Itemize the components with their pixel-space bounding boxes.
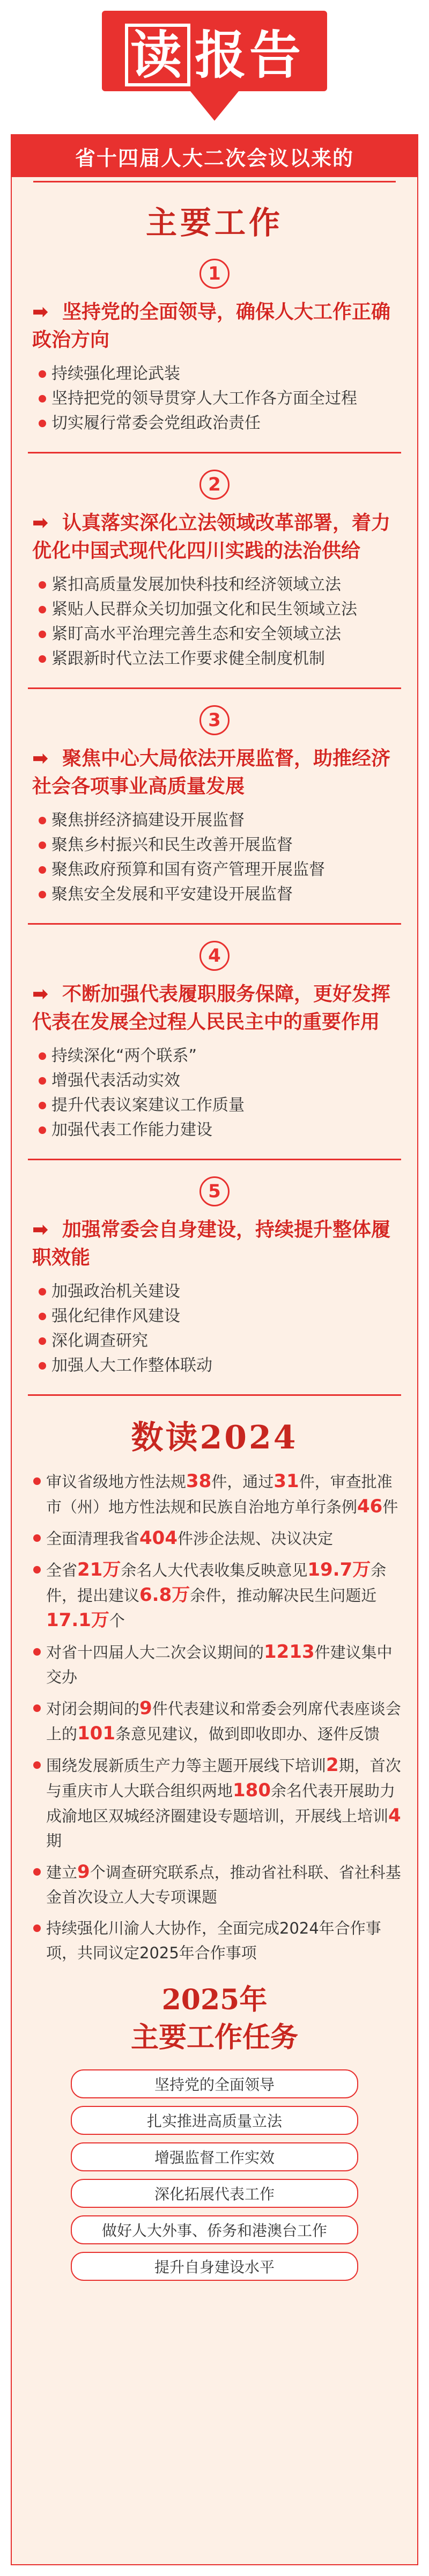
work-block [12,941,417,1160]
work-list [12,259,417,1396]
data-number: 4 [388,1805,401,1826]
tasks-title-year: 2025年 [161,1984,268,2016]
list-item [39,882,401,907]
data-item-text [46,1526,333,1551]
list-item [39,1069,401,1093]
list-item [39,647,401,671]
right-arrow-icon: ➡ [32,1219,49,1241]
work-block [12,1176,417,1396]
data-text: 对闭会期间的 [46,1700,140,1718]
data-item-text [46,1753,401,1853]
data-text: 余名人大代表收集反映意见 [121,1561,308,1579]
data-number: 31 [273,1470,299,1492]
header-title-rest: 报告 [195,24,304,85]
banner: 省十四届人大二次会议以来的 [12,135,417,177]
work-block [12,470,417,689]
list-item [39,622,401,647]
data-number: 19.7万 [307,1559,371,1580]
list-item [39,1093,401,1118]
tasks-title [12,1981,417,2057]
list-item-text: 加强政治机关建设 [51,1282,180,1301]
dot-icon [39,817,46,824]
work-title-text: 加强常委会自身建设，持续提升整体履职效能 [32,1219,391,1269]
work-title-text: 不断加强代表履职服务保障，更好发挥代表在发展全过程人民民主中的重要作用 [32,983,391,1033]
data-item [33,1696,401,1746]
dot-icon [39,841,46,849]
work-items [28,1044,401,1143]
list-item [39,1044,401,1069]
work-items [28,362,401,436]
dot-icon [39,420,46,427]
list-item-text: 聚焦拼经济搞建设开展监督 [51,811,245,830]
list-item-text: 加强代表工作能力建设 [51,1121,212,1139]
task-item: 提升自身建设水平 [71,2252,358,2281]
list-item-text: 提升代表议案建议工作质量 [51,1096,245,1115]
work-title [28,980,401,1036]
divider [28,1159,401,1160]
data-item-text [46,1557,401,1633]
data-text: 条意见建议，做到即收即办、逐件反馈 [115,1725,380,1743]
task-item: 深化拓展代表工作 [71,2179,358,2208]
task-item: 增强监督工作实效 [71,2142,358,2171]
dot-icon [39,370,46,378]
data-number: 101 [77,1723,115,1744]
data-number: 17.1万 [46,1609,109,1631]
list-item-text: 增强代表活动实效 [51,1071,180,1090]
dot-icon [33,1761,41,1769]
list-item-text: 加强人大工作整体联动 [51,1356,212,1375]
work-title-text: 认真落实深化立法领域改革部署，着力优化中国式现代化四川实践的法治供给 [32,512,391,562]
work-number: 5 [199,1176,230,1206]
list-item [39,1279,401,1304]
data-text: 余件，提出建议 [46,1561,387,1605]
data-item [33,1469,401,1519]
list-item-text: 聚焦乡村振兴和民生改善开展监督 [51,836,293,854]
dot-icon [33,1704,41,1712]
data-text: 期 [46,1832,62,1850]
tasks-title-text: 主要工作任务 [130,2021,298,2054]
list-item-text: 坚持把党的领导贯穿人大工作各方面全过程 [51,389,357,408]
data-item [33,1753,401,1853]
dot-icon [39,1126,46,1134]
list-item [39,858,401,882]
task-item: 扎实推进高质量立法 [71,2106,358,2135]
data-text: 全省 [46,1561,78,1579]
list-item-text: 聚焦政府预算和国有资产管理开展监督 [51,860,325,879]
list-item [39,573,401,597]
data-item-text [46,1696,401,1746]
data-item [33,1526,401,1551]
dot-icon [33,1534,41,1542]
data-number: 2 [326,1754,339,1776]
dot-icon [33,1868,41,1876]
data-text: 件建议集中交办 [46,1643,393,1686]
data-text: 余名代表开展助力成渝地区双城经济圈建设专题培训，开展线上培训 [46,1782,396,1825]
right-arrow-icon: ➡ [32,748,49,770]
right-arrow-icon: ➡ [32,512,49,534]
task-list [12,2069,417,2281]
data-text: 审议省级地方性法规 [46,1473,187,1491]
dot-icon [39,1102,46,1109]
work-title [28,745,401,801]
dot-icon [33,1566,41,1574]
data-number: 46 [357,1496,383,1517]
list-item [39,362,401,386]
data-text: 对省十四届人大二次会议期间的 [46,1643,264,1662]
list-item-text: 强化纪律作风建设 [51,1307,180,1326]
data-text: 件涉企法规、决议决定 [177,1529,334,1548]
header-title-first: 读 [125,24,190,87]
list-item [39,833,401,858]
dot-icon [39,1288,46,1296]
work-title-text: 坚持党的全面领导，确保人大工作正确政治方向 [32,301,391,351]
dot-icon [39,1077,46,1085]
dot-icon [33,1477,41,1485]
data-text: 建立 [46,1863,78,1882]
list-item-text: 紧扣高质量发展加快科技和经济领域立法 [51,575,341,594]
dot-icon [39,1337,46,1345]
work-number: 1 [199,259,230,289]
list-item [39,1304,401,1329]
data-item [33,1640,401,1689]
data-item-text [46,1640,401,1689]
list-item [39,411,401,436]
divider [28,687,401,689]
dot-icon [39,1362,46,1370]
work-items [28,573,401,671]
header-badge [102,11,327,91]
work-title-text: 聚焦中心大局依法开展监督，助推经济社会各项事业高质量发展 [32,748,391,797]
dot-icon [39,631,46,638]
list-item-text: 聚焦安全发展和平安建设开展监督 [51,885,293,904]
list-item [39,1118,401,1143]
dot-icon [33,1924,41,1932]
data-title: 数读2024 [131,1419,298,1457]
work-title [28,1216,401,1272]
data-text: 件代表建议和常委会列席代表座谈会上的 [46,1700,401,1743]
data-text: 持续强化川渝人大协作，全面完成2024年合作事项，共同议定2025年合作事项 [46,1919,381,1962]
data-number: 180 [233,1780,271,1801]
data-text: 余件，推动解决民生问题近 [190,1586,377,1605]
header [0,0,429,134]
data-item-text [46,1860,401,1909]
data-number: 9 [77,1861,90,1883]
divider [28,452,401,453]
work-block [12,705,417,925]
list-item [39,808,401,833]
data-list [12,1458,417,1965]
dot-icon [39,891,46,898]
list-item [39,1353,401,1378]
data-text: 个 [109,1612,125,1630]
data-item-text [46,1916,401,1965]
right-arrow-icon: ➡ [32,983,49,1005]
data-item-text [46,1469,401,1519]
data-number: 1213 [264,1641,315,1663]
data-text: 全面清理我省 [46,1529,140,1548]
dot-icon [39,1052,46,1060]
list-item-text: 切实履行常委会党组政治责任 [51,414,261,433]
header-title [125,14,304,88]
work-items [28,1279,401,1378]
dot-icon [39,866,46,874]
divider [28,923,401,925]
data-number: 38 [186,1470,212,1492]
data-text: 件，审查批准市（州）地方性法规和民族自治地方单行条例 [46,1473,393,1516]
work-title [28,509,401,565]
work-block [12,259,417,453]
list-item [39,386,401,411]
data-text: 件 [382,1498,398,1516]
dot-icon [33,1648,41,1656]
task-item: 做好人大外事、侨务和港澳台工作 [71,2215,358,2244]
list-item-text: 紧跟新时代立法工作要求健全制度机制 [51,649,325,668]
main-panel [11,134,418,2565]
dot-icon [39,606,46,613]
data-number: 21万 [77,1559,121,1580]
data-number: 9 [139,1697,152,1719]
data-text: 个调查研究联系点，推动省社科联、省社科基金首次设立人大专项课题 [46,1863,401,1906]
work-title [28,298,401,354]
list-item-text: 紧盯高水平治理完善生态和安全领域立法 [51,625,341,643]
dot-icon [39,581,46,589]
work-number: 3 [199,705,230,735]
data-text: 围绕发展新质生产力等主题开展线下培训 [46,1757,327,1775]
data-number: 404 [139,1527,177,1549]
work-items [28,808,401,907]
list-item-text: 紧贴人民群众关切加强文化和民生领域立法 [51,600,357,619]
task-item: 坚持党的全面领导 [71,2069,358,2098]
divider [28,1394,401,1396]
data-item [33,1860,401,1909]
dot-icon [39,395,46,402]
work-number: 4 [199,941,230,971]
list-item-text: 持续深化“两个联系” [51,1046,197,1065]
dot-icon [39,655,46,663]
banner-underline [33,177,396,182]
data-text: 期，首次与重庆市人大联合组织两地 [46,1757,401,1800]
list-item [39,597,401,622]
header-down-arrow-icon [190,91,239,121]
list-item-text: 持续强化理论武装 [51,364,180,383]
list-item-text: 深化调查研究 [51,1331,148,1350]
main-work-title: 主要工作 [145,204,283,241]
data-text: 件，通过 [211,1473,274,1491]
data-item [33,1916,401,1965]
right-arrow-icon: ➡ [32,301,49,323]
data-item [33,1557,401,1633]
work-number: 2 [199,470,230,500]
dot-icon [39,1313,46,1320]
list-item [39,1329,401,1353]
data-number: 6.8万 [139,1584,190,1606]
